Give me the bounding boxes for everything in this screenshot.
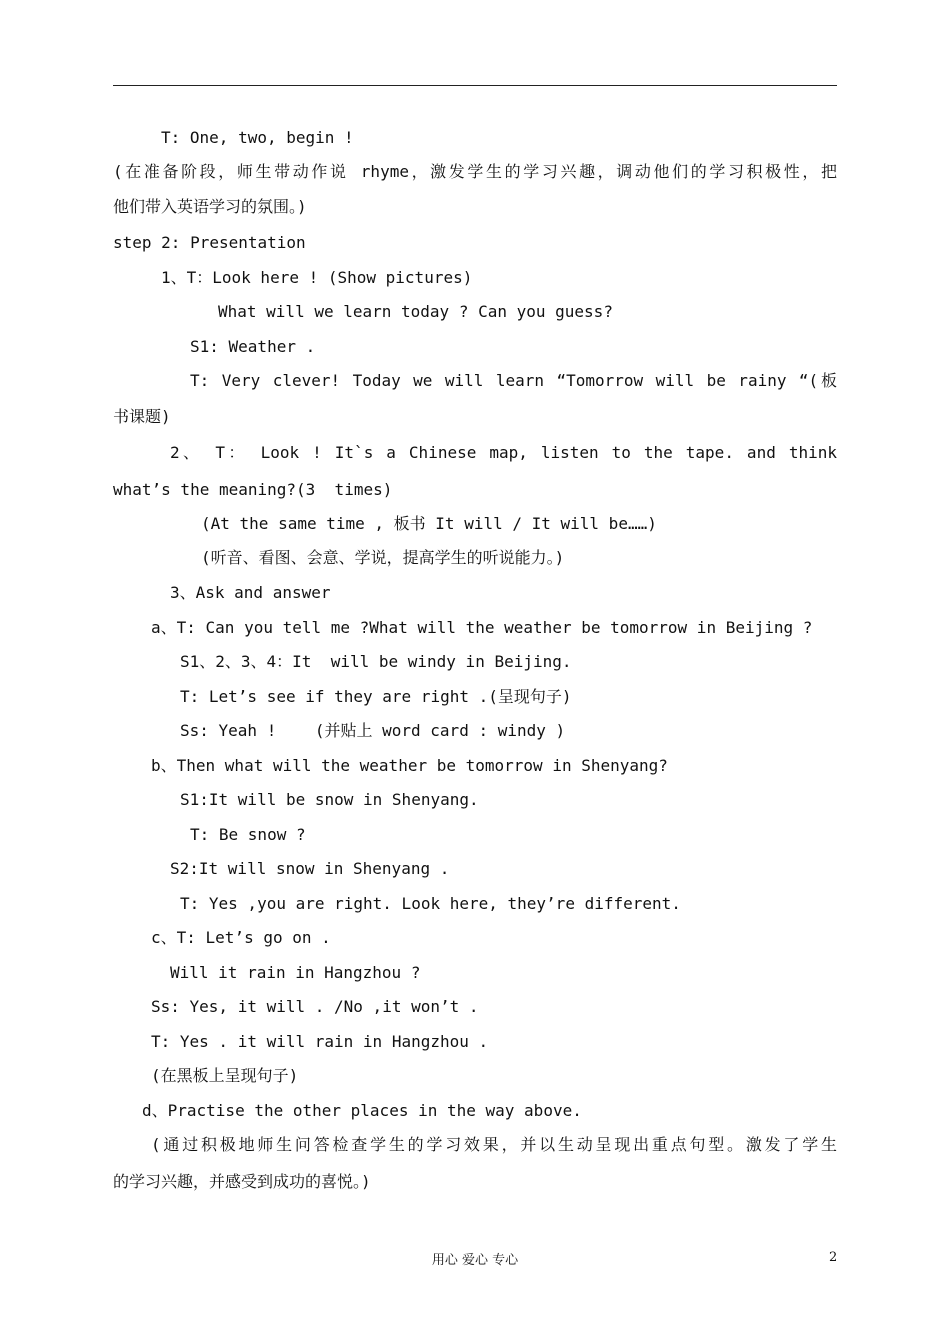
- text-line: c、T: Let’s go on .: [151, 928, 331, 947]
- page-footer: 用心 爱心 专心: [431, 1253, 519, 1268]
- text-line: (通过积极地师生问答检查学生的学习效果，并以生动呈现出重点句型。激发了学生: [151, 1135, 837, 1154]
- text-line: (在准备阶段，师生带动作说 rhyme，激发学生的学习兴趣，调动他们的学习积极性，把: [113, 162, 837, 181]
- text-line: 书课题): [113, 407, 171, 426]
- text-line: 1、T：Look here ! (Show pictures): [161, 268, 473, 287]
- text-line: 的学习兴趣，并感受到成功的喜悦。): [113, 1172, 371, 1191]
- text-line: T: Yes . it will rain in Hangzhou .: [151, 1032, 489, 1051]
- text-line: d、Practise the other places in the way above.: [142, 1101, 582, 1120]
- text-line: 3、Ask and answer: [170, 583, 331, 602]
- text-line: T: Be snow ?: [190, 825, 306, 844]
- text-line: T: Let’s see if they are right .(呈现句子): [180, 687, 572, 706]
- text-line: (在黑板上呈现句子): [151, 1066, 299, 1085]
- text-line: S1:It will be snow in Shenyang.: [180, 790, 479, 809]
- text-line: S1: Weather .: [190, 337, 316, 356]
- text-line: (At the same time , 板书 It will / It will be……): [201, 514, 657, 533]
- text-line: (听音、看图、会意、学说，提高学生的听说能力。): [201, 548, 565, 567]
- text-line: 他们带入英语学习的氛围。): [113, 197, 307, 216]
- text-line: T: Yes ,you are right. Look here, they’re different.: [180, 894, 681, 913]
- text-line: T: Very clever! Today we will learn “Tomorrow will be rainy “(板: [190, 371, 838, 390]
- text-line: S1、2、3、4：It will be windy in Beijing.: [180, 652, 572, 671]
- text-line: Ss: Yeah ! (并贴上 word card : windy ): [180, 721, 566, 740]
- text-line: step 2: Presentation: [113, 233, 306, 252]
- text-line: b、Then what will the weather be tomorrow in Shenyang?: [151, 756, 668, 775]
- text-line: Ss: Yes, it will . /No ,it won’t .: [151, 997, 479, 1016]
- text-line: T: One, two, begin !: [161, 128, 354, 147]
- text-line: Will it rain in Hangzhou ?: [170, 963, 421, 982]
- header-rule: [113, 85, 837, 86]
- text-line: What will we learn today ? Can you guess?: [218, 302, 613, 321]
- text-line: 2、 T： Look ! It`s a Chinese map, listen to the tape. and think: [170, 443, 837, 462]
- text-line: S2:It will snow in Shenyang .: [170, 859, 450, 878]
- page-number: 2: [829, 1250, 838, 1265]
- text-line: what’s the meaning?(3 times): [113, 480, 393, 499]
- text-line: a、T: Can you tell me ?What will the weather be tomorrow in Beijing ?: [151, 618, 813, 637]
